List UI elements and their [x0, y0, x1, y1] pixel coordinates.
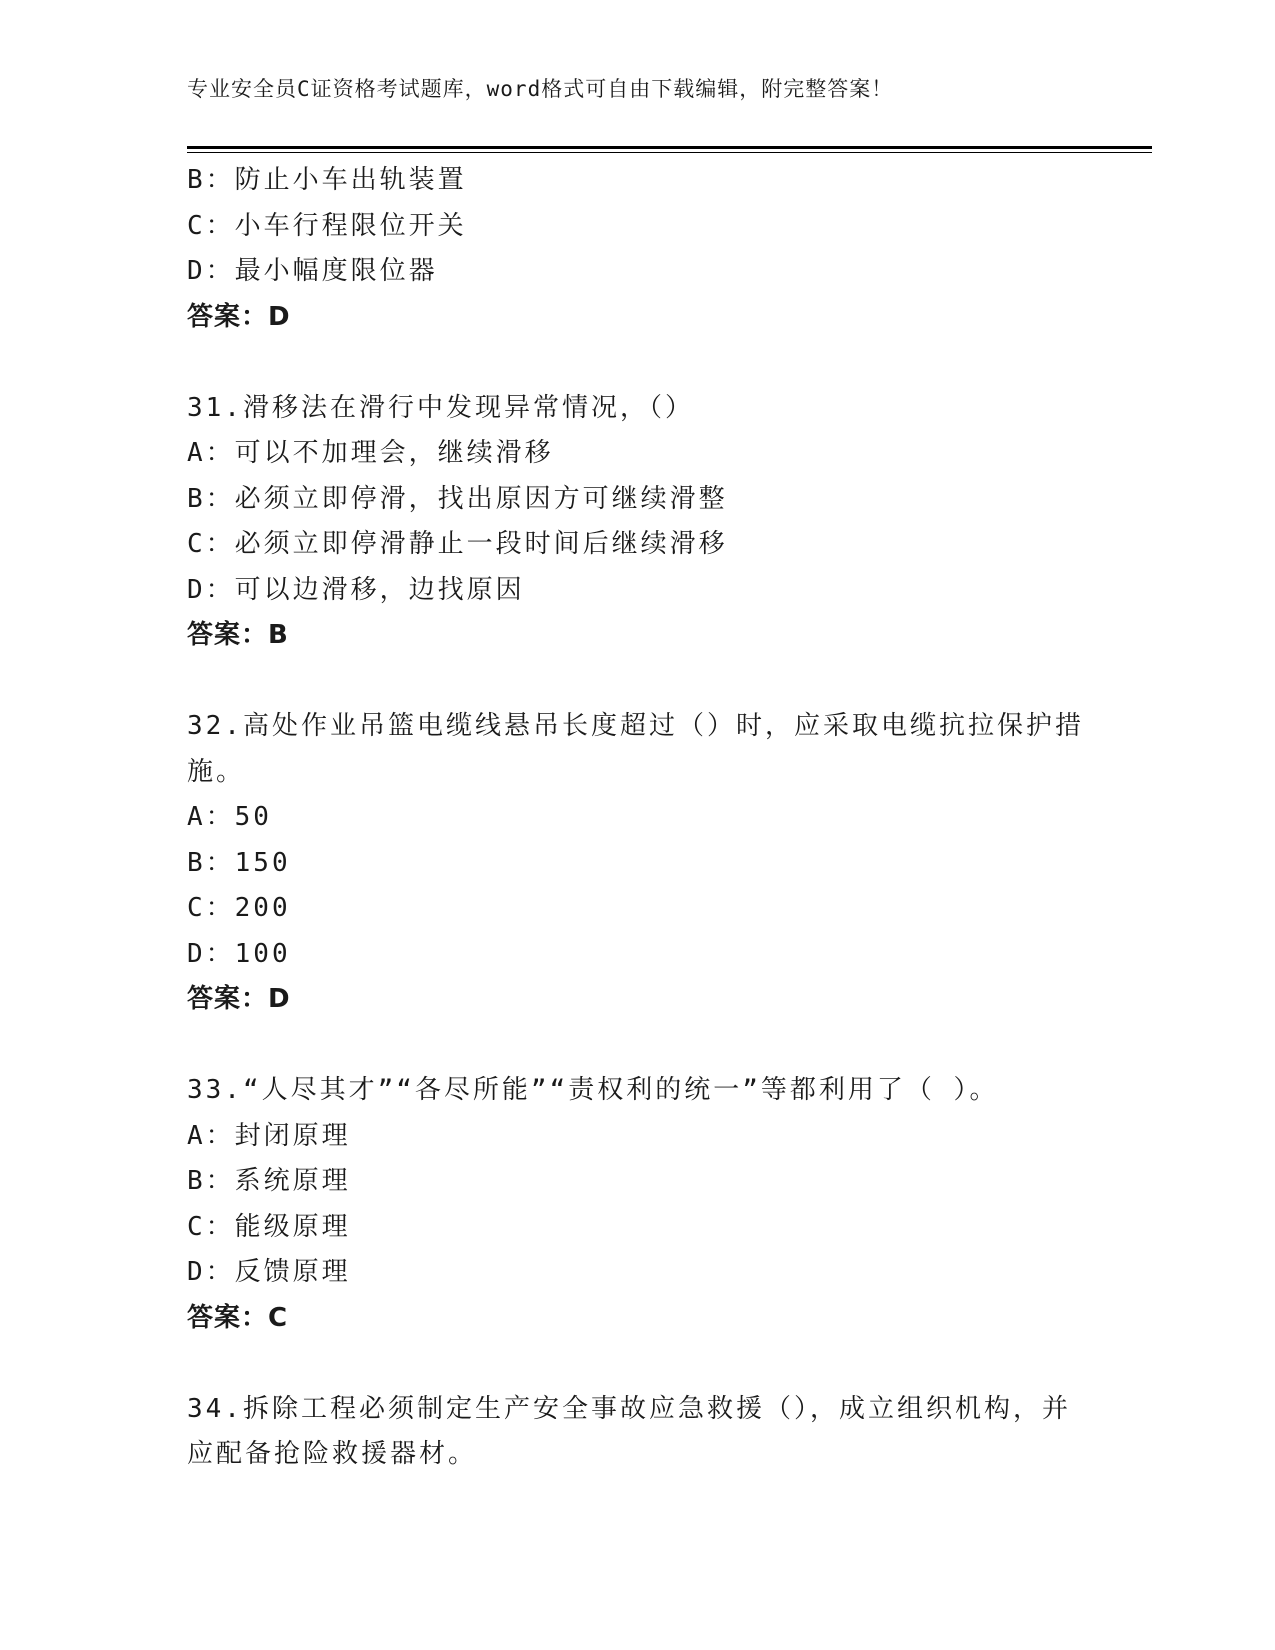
question-32 [187, 704, 1097, 1023]
spacer [187, 1341, 1097, 1387]
spacer [187, 340, 1097, 386]
spacer [187, 659, 1097, 705]
option-a: A：50 [187, 802, 272, 832]
answer-line: 答案：B [187, 620, 289, 650]
header-rule-thick [187, 146, 1152, 149]
option-d: D：反馈原理 [187, 1257, 351, 1287]
question-stem: 32.高处作业吊篮电缆线悬吊长度超过（）时，应采取电缆抗拉保护措施。 [187, 711, 1084, 787]
answer-line: 答案：C [187, 1302, 289, 1333]
answer-line: 答案：D [187, 984, 291, 1014]
option-b: B：防止小车出轨装置 [187, 165, 467, 195]
option-c: C：200 [187, 893, 291, 923]
question-34 [187, 1387, 1097, 1478]
partial-question [187, 158, 1097, 340]
spacer [187, 1023, 1097, 1069]
option-c: C：能级原理 [187, 1211, 351, 1242]
option-b: B：必须立即停滑，找出原因方可继续滑整 [187, 483, 728, 514]
question-33 [187, 1068, 1097, 1341]
question-31 [187, 386, 1097, 659]
document-header: 专业安全员C证资格考试题库，word格式可自由下载编辑，附完整答案！ [187, 77, 894, 101]
option-a: A：可以不加理会，继续滑移 [187, 438, 554, 468]
option-b: B：系统原理 [187, 1166, 351, 1196]
header-rule-thin [187, 152, 1152, 153]
option-d: D：可以边滑移，边找原因 [187, 574, 525, 605]
question-list [187, 158, 1097, 1478]
option-c: C：小车行程限位开关 [187, 210, 467, 241]
option-d: D：100 [187, 938, 291, 969]
option-a: A：封闭原理 [187, 1120, 351, 1151]
question-stem: 33.“人尽其才”“各尽所能”“责权利的统一”等都利用了（ ）。 [187, 1075, 999, 1105]
option-d: D：最小幅度限位器 [187, 256, 438, 286]
answer-line: 答案：D [187, 301, 291, 332]
question-stem: 34.拆除工程必须制定生产安全事故应急救援（），成立组织机构，并应配备抢险救援器材。 [187, 1393, 1071, 1469]
option-c: C：必须立即停滑静止一段时间后继续滑移 [187, 529, 728, 559]
question-stem: 31.滑移法在滑行中发现异常情况，（） [187, 392, 694, 423]
option-b: B：150 [187, 847, 291, 878]
